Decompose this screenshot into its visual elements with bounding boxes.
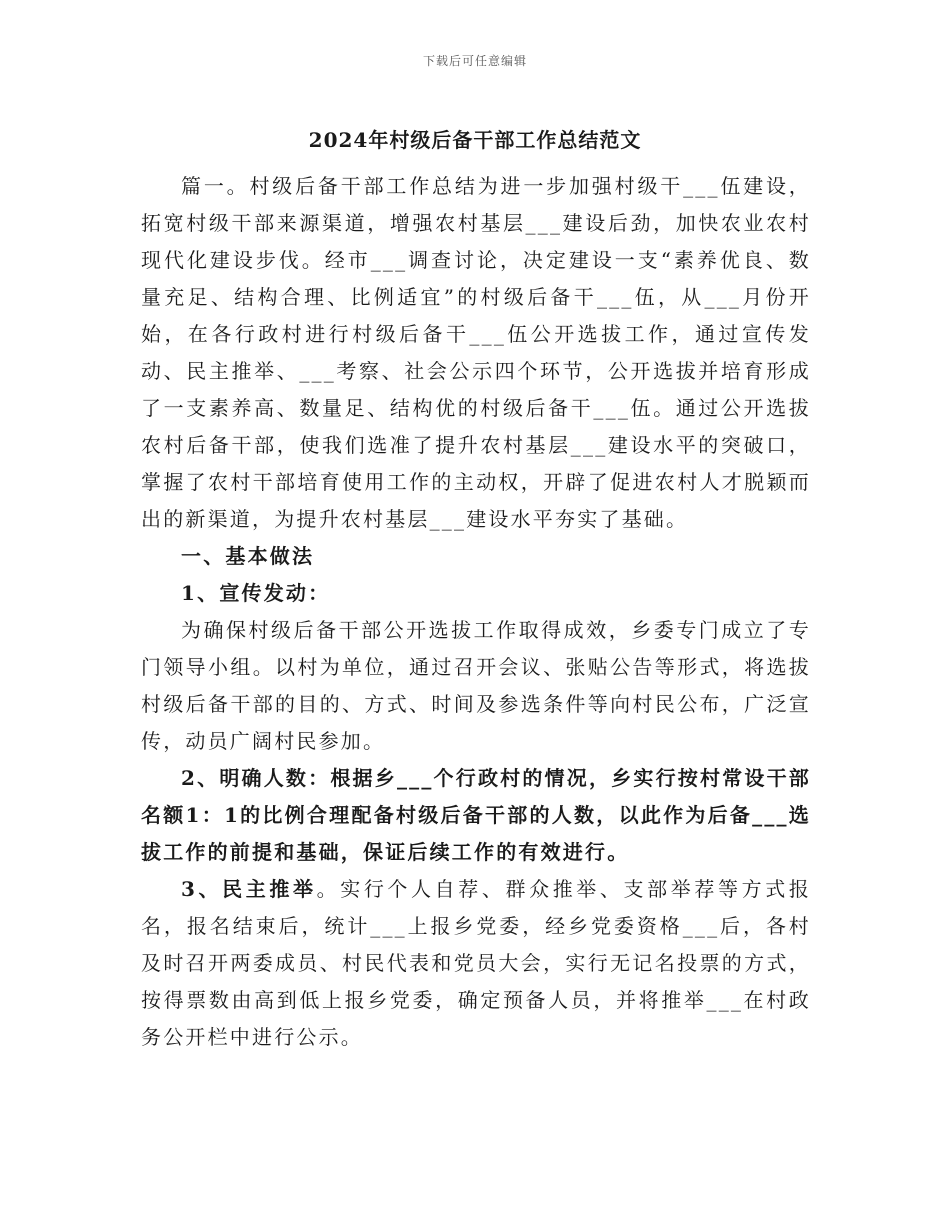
paragraph-publicity: 为确保村级后备干部公开选拔工作取得成效，乡委专门成立了专门领导小组。以村为单位，通过召开会议、张贴公告等形式，将选拔村级后备干部的目的、方式、时间及参选条件等向村民公布，广泛宣传，动员广阔村民参加。 (141, 618, 811, 753)
paragraph-define-numbers: 2、明确人数：根据乡___个行政村的情况，乡实行按村常设干部名额1：1的比例合理配备村级后备干部的人数，以此作为后备___选拔工作的前提和基础，保证后续工作的有效进行。 (141, 766, 811, 864)
paragraph-democratic-nomination (141, 871, 811, 1056)
subheading-publicity: 1、宣传发动： (181, 581, 331, 605)
document-body (141, 168, 811, 1056)
header-note: 下载后可任意编辑 (422, 54, 527, 68)
paragraph-intro: 篇一。村级后备干部工作总结为进一步加强村级干___伍建设，拓宽村级干部来源渠道，增强农村基层___建设后劲，加快农业农村现代化建设步伐。经市___调查讨论，决定建设一支“素养优良、数量充足、结构合理、比例适宜”的村级后备干___伍，从___月份开始，在各行政村进行村级后备干___伍公开选拔工作，通过宣传发动、民主推举、___考察、社会公示四个环节，公开选拔并培育形成了一支素养高、数量足、结构优的村级后备干___伍。通过公开选拔农村后备干部，使我们选准了提升农村基层___建设水平的突破口，掌握了农村干部培育使用工作的主动权，开辟了促进农村人才脱颖而出的新渠道，为提升农村基层___建设水平夯实了基础。 (141, 174, 811, 531)
subheading-democratic-nomination: 3、民主推举 (181, 877, 317, 901)
document-title: 2024年村级后备干部工作总结范文 (308, 128, 642, 152)
paragraph-democratic-nomination-text: 。实行个人自荐、群众推举、支部举荐等方式报名，报名结束后，统计___上报乡党委，经乡党委资格___后，各村及时召开两委成员、村民代表和党员大会，实行无记名投票的方式，按得票数由高到低上报乡党委，确定预备人员，并将推举___在村政务公开栏中进行公示。 (141, 877, 812, 1049)
section-heading-basic-methods: 一、基本做法 (181, 544, 315, 568)
